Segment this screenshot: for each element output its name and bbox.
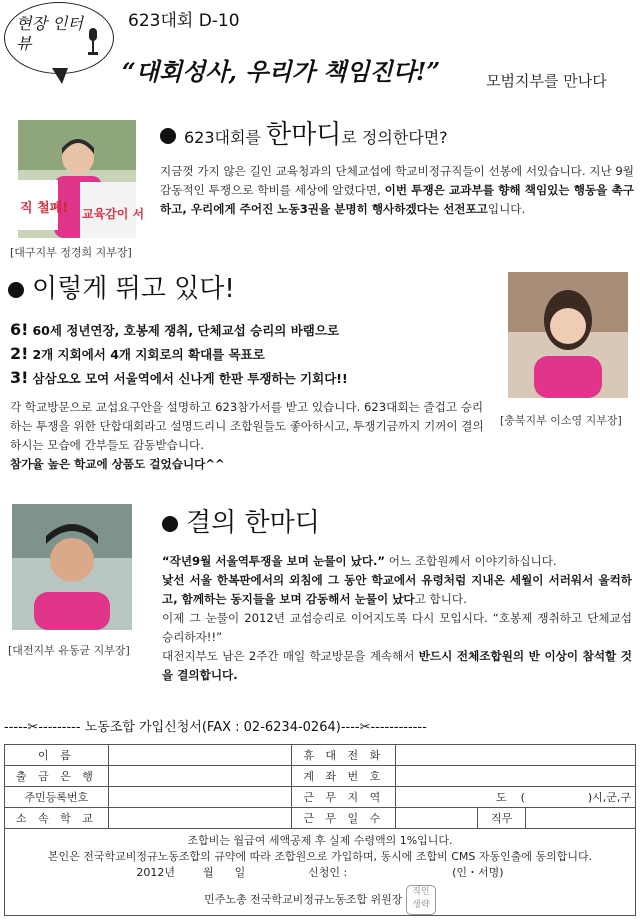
label-region: 근 무 지 역 bbox=[292, 787, 396, 808]
caption-daejeon: [대전지부 유동균 지부장] bbox=[8, 644, 130, 657]
photo-daegu bbox=[18, 120, 145, 238]
goal-item: 2! 2개 지회에서 4개 지회로의 확대를 목표로 bbox=[10, 344, 265, 363]
headline: “대회성사, 우리가 책임진다!” bbox=[122, 57, 441, 86]
bullet-icon bbox=[160, 128, 176, 144]
org-line bbox=[9, 885, 631, 915]
membership-form bbox=[4, 744, 636, 916]
person-photo-icon bbox=[508, 272, 628, 398]
section1-body: 지금껏 가지 않은 길인 교육청과의 단체교섭에 학교비정규직들이 선봉에 서있습니다. 지난 9월 감동적인 투쟁으로 학비를 세상에 알렸다면, 이번 투쟁은 교과부를 향해 책임있는 행동을 촉구하고, 우리에게 주어진 노동3권을 분명히 행사하겠다는 선전포고입니다. bbox=[160, 164, 634, 216]
seal-stamp: 직인 생략 bbox=[406, 885, 436, 915]
note-dues: 조합비는 월급여 세액공제 후 실제 수령액의 1%입니다. bbox=[187, 834, 453, 847]
section2-title: 이렇게 뛰고 있다! bbox=[8, 268, 235, 305]
badge-tail bbox=[52, 68, 68, 84]
bank-field[interactable] bbox=[108, 766, 292, 787]
label-school: 소 속 학 교 bbox=[5, 808, 109, 829]
label-account: 계 좌 번 호 bbox=[292, 766, 396, 787]
school-field[interactable] bbox=[108, 808, 292, 829]
days-field[interactable] bbox=[396, 808, 478, 829]
bullet-icon bbox=[8, 282, 24, 298]
goal-item: 6! 60세 정년연장, 호봉제 쟁취, 단체교섭 승리의 바램으로 bbox=[10, 320, 340, 339]
account-field[interactable] bbox=[396, 766, 636, 787]
badge-text: 현장 인터뷰 bbox=[16, 14, 83, 53]
form-title: -----✂--------- 노동조합 가입신청서(FAX : 02-6234-0264)----✂------------ bbox=[4, 720, 427, 735]
region-field[interactable]: 도 ( )시,군,구 bbox=[396, 787, 636, 808]
role-field[interactable] bbox=[526, 808, 636, 829]
photo-chungbuk bbox=[508, 272, 628, 398]
svg-text:교육감이 서: 교육감이 서 bbox=[82, 207, 145, 221]
label-name: 이 름 bbox=[5, 745, 109, 766]
label-phone: 휴 대 전 화 bbox=[292, 745, 396, 766]
subtitle: 모범지부를 만나다 bbox=[486, 72, 607, 90]
svg-text:직 철폐!: 직 철폐! bbox=[20, 201, 69, 216]
dday-label: 623대회 D-10 bbox=[128, 11, 240, 31]
note-consent: 본인은 전국학교비정규노동조합의 규약에 따라 조합원으로 가입하며, 동시에 조합비 CMS 자동인출에 동의합니다. bbox=[47, 850, 593, 863]
person-photo-icon bbox=[18, 120, 145, 238]
phone-field[interactable] bbox=[396, 745, 636, 766]
person-photo-icon bbox=[12, 504, 132, 630]
name-field[interactable] bbox=[108, 745, 292, 766]
goal-item: 3! 삼삼오오 모여 서울역에서 신나게 한판 투쟁하는 기회다!! bbox=[10, 368, 348, 387]
section3-body: “작년9월 서울역투쟁을 보며 눈물이 났다.” 어느 조합원께서 이야기하십니다. 낯선 서울 한복판에서의 외침에 그 동안 학교에서 유령처럼 지내온 세월이 서러워서 울컥하고, 함께하는 동지들을 보며 감동해서 눈물이 났다고 합니다. 이제 그 눈물이 2012년 교섭승리로 이어지도록 다시 모입시다. “호봉제 쟁취하고 단체교섭 승리하자!!” 대전지부도 남은 2주간 매일 학교방문을 계속해서 반드시 전체조합원의 반 이상이 참석할 것을 결의합니다. bbox=[162, 554, 633, 682]
section1-title: 623대회를 한마디로 정의한다면? bbox=[160, 114, 448, 151]
bullet-icon bbox=[162, 516, 178, 532]
org-name: 민주노총 전국학교비정규노동조합 위원장 bbox=[204, 893, 403, 906]
label-bank: 출 금 은 행 bbox=[5, 766, 109, 787]
microphone-icon bbox=[86, 28, 100, 56]
caption-chungbuk: [충북지부 이소영 지부장] bbox=[500, 414, 622, 427]
form-notes bbox=[5, 829, 636, 916]
section3-title: 결의 한마디 bbox=[162, 502, 320, 539]
caption-daegu: [대구지부 정경희 지부장] bbox=[10, 246, 132, 259]
label-rrn: 주민등록번호 bbox=[5, 787, 109, 808]
label-days: 근 무 일 수 bbox=[292, 808, 396, 829]
date-line: 2012년 월 일 신청인 : (인・서명) bbox=[136, 866, 504, 879]
section2-body: 각 학교방문으로 교섭요구안을 설명하고 623참가서를 받고 있습니다. 623대회는 즐겁고 승리하는 투쟁을 위한 단합대회라고 설명드리니 조합원들도 좋아하시고, 투쟁기금까지 기꺼이 결의하시는 모습에 간부들도 감동받습니다. 참가율 높은 학교에 상품도 걸었습니다^^ bbox=[10, 400, 484, 471]
label-role: 직무 bbox=[478, 808, 526, 829]
rrn-field[interactable] bbox=[108, 787, 292, 808]
photo-daejeon bbox=[12, 504, 132, 630]
